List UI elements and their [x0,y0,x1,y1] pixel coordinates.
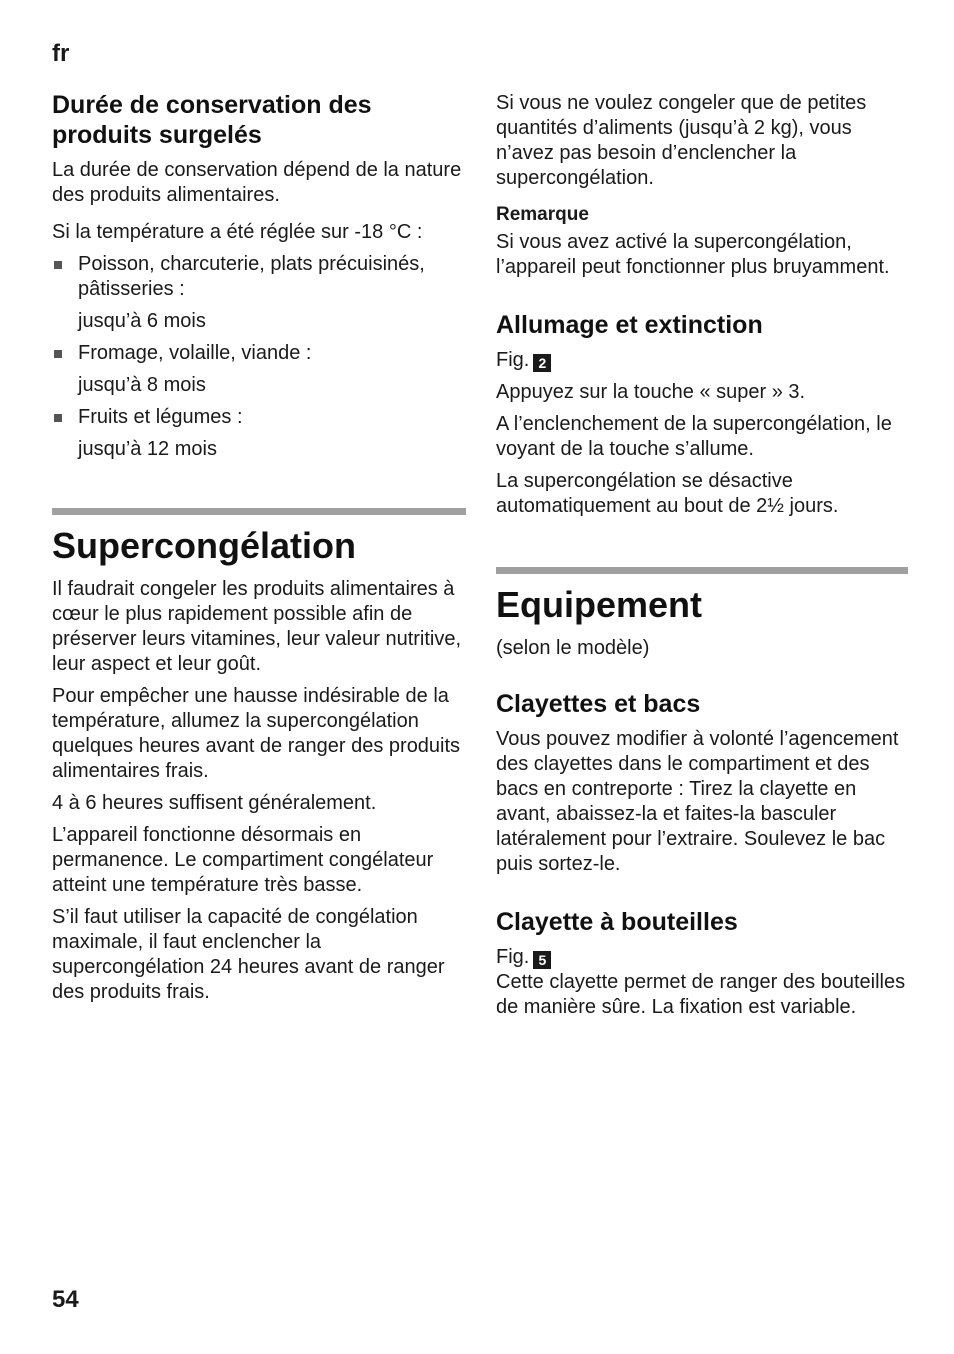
figure-reference [496,348,906,373]
list-item [52,405,462,430]
square-bullet-icon [54,261,62,269]
paragraph: Si vous ne voulez congeler que de petites quantités d’aliments (jusqu’à 2 kg), vous n’avez pas besoin d’enclencher la supercongélation. [496,92,867,189]
paragraph: (selon le modèle) [496,637,650,659]
paragraph: La supercongélation se désactive automatiquement au bout de 2½ jours. [496,470,839,517]
list-item-label: Fruits et légumes : [78,406,243,428]
list-item [52,252,462,302]
paragraph: Cette clayette permet de ranger des bouteilles de manière sûre. La fixation est variable. [496,971,906,1018]
paragraph: 4 à 6 heures suffisent généralement. [52,792,377,814]
paragraph: La durée de conservation dépend de la nature des produits alimentaires. [52,159,462,206]
left-column [52,88,462,1012]
heading-equipement: Equipement [496,584,703,625]
paragraph: S’il faut utiliser la capacité de congélation maximale, il faut enclencher la supercongélation 24 heures avant de ranger des produits frais. [52,906,445,1003]
figure-reference [496,945,906,970]
language-label: fr [52,40,70,67]
storage-list [52,405,462,430]
paragraph: A l’enclenchement de la supercongélation, le voyant de la touche s’allume. [496,413,892,460]
paragraph: Vous pouvez modifier à volonté l’agencement des clayettes dans le compartiment et des bacs en contreporte : Tirez la clayette en avant, abaissez-la et faites-la basculer latéralement pour l’extraire. Soulevez le bac puis sortez-le. [496,728,899,875]
figure-label: Fig. [496,946,530,968]
heading-supercongelation: Supercongélation [52,525,357,566]
page-number: 54 [52,1286,79,1313]
storage-list [52,252,462,302]
storage-list [52,341,462,366]
list-item-label: Poisson, charcuterie, plats précuisinés, pâtisseries : [78,253,425,300]
square-bullet-icon [54,350,62,358]
figure-label: Fig. [496,349,530,371]
paragraph: Il faudrait congeler les produits alimentaires à cœur le plus rapidement possible afin de préserver leurs vitamines, leur valeur nutritive, leur aspect et leur goût. [52,578,462,675]
section-divider [496,567,908,574]
figure-number-badge: 5 [533,951,551,969]
note-paragraph: Si vous avez activé la supercongélation, l’appareil peut fonctionner plus bruyamment. [496,231,890,278]
list-item-value: jusqu’à 12 mois [78,438,217,460]
right-column [496,88,906,1027]
paragraph: Appuyez sur la touche « super » 3. [496,381,806,403]
paragraph: L’appareil fonctionne désormais en permanence. Le compartiment congélateur atteint une température très basse. [52,824,434,896]
list-item-value: jusqu’à 8 mois [78,374,206,396]
square-bullet-icon [54,414,62,422]
paragraph: Pour empêcher une hausse indésirable de la température, allumez la supercongélation quelques heures avant de ranger des produits alimentaires frais. [52,685,461,782]
heading-shelves-bins: Clayettes et bacs [496,690,701,718]
heading-storage-duration: Durée de conservation des produits surgelés [52,91,372,149]
heading-on-off: Allumage et extinction [496,311,763,339]
list-item-value: jusqu’à 6 mois [78,310,206,332]
note-label: Remarque [496,204,589,225]
list-item-label: Fromage, volaille, viande : [78,342,312,364]
heading-bottle-shelf: Clayette à bouteilles [496,908,738,936]
list-item [52,341,462,366]
paragraph: Si la température a été réglée sur -18 °C : [52,221,423,243]
section-divider [52,508,466,515]
figure-number-badge: 2 [533,354,551,372]
